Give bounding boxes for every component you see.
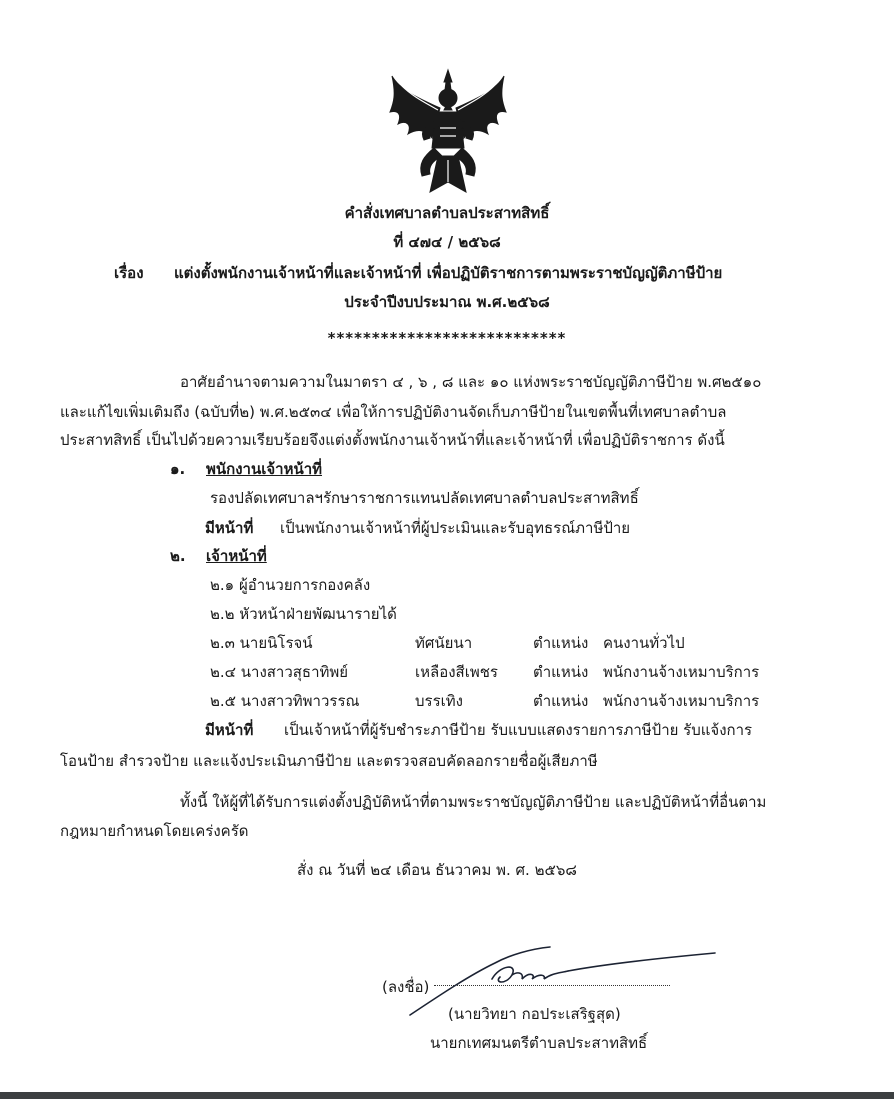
- staff-name: ๒.๓ นายนิโรจน์: [210, 634, 313, 652]
- section-1-heading: พนักงานเจ้าหน้าที่: [206, 460, 323, 478]
- sign-label: (ลงชื่อ): [382, 978, 430, 996]
- staff-surname: ทัศนัยนา: [415, 634, 473, 652]
- staff-position: พนักงานจ้างเหมาบริการ: [603, 663, 760, 681]
- intro-line-1: อาศัยอำนาจตามความในมาตรา ๔ , ๖ , ๘ และ ๑๐ แห่งพระราชบัญญัติภาษีป้าย พ.ศ๒๕๑๐: [180, 373, 762, 391]
- closing-line-2: กฎหมายกำหนดโดยเคร่งครัด: [60, 822, 249, 840]
- intro-line-3: ประสาทสิทธิ์ เป็นไปด้วยความเรียบร้อยจึงแต่งตั้งพนักงานเจ้าหน้าที่และเจ้าหน้าที่ เพื่อปฏิบัติราชการ ดังนี้: [60, 431, 725, 449]
- section-2-duty-line-2: โอนป้าย สำรวจป้าย และแจ้งประเมินภาษีป้าย และตรวจสอบคัดลอกรายชื่อผู้เสียภาษี: [60, 752, 598, 770]
- intro-line-2: และแก้ไขเพิ่มเติมถึง (ฉบับที่๒) พ.ศ.๒๕๓๔ เพื่อให้การปฏิบัติงานจัดเก็บภาษีป้ายในเขตพื้นที่เทศบาลตำบล: [60, 403, 727, 421]
- separator: ***************************: [327, 329, 567, 347]
- subject-text: แต่งตั้งพนักงานเจ้าหน้าที่และเจ้าหน้าที่ เพื่อปฏิบัติราชการตามพระราชบัญญัติภาษีป้าย: [174, 264, 723, 282]
- window-bottom-bar: [0, 1092, 894, 1099]
- staff-surname: บรรเทิง: [415, 692, 463, 710]
- section-1-duty-label: มีหน้าที่: [205, 519, 254, 537]
- staff-name: ๒.๒ หัวหน้าฝ่ายพัฒนารายได้: [210, 605, 397, 623]
- subject-label: เรื่อง: [114, 264, 144, 282]
- staff-name: ๒.๔ นางสาวสุธาทิพย์: [210, 663, 349, 681]
- staff-name: ๒.๑ ผู้อำนวยการกองคลัง: [210, 576, 371, 594]
- order-date: สั่ง ณ วันที่ ๒๔ เดือน ธันวาคม พ. ศ. ๒๕๖๘: [297, 861, 577, 879]
- garuda-emblem-icon: [388, 68, 508, 198]
- closing-line-1: ทั้งนี้ ให้ผู้ที่ได้รับการแต่งตั้งปฏิบัติหน้าที่ตามพระราชบัญญัติภาษีป้าย และปฏิบัติหน้าที่อื่นตาม: [180, 793, 767, 811]
- signer-name: (นายวิทยา กอประเสริฐสุด): [448, 1005, 621, 1023]
- staff-name: ๒.๕ นางสาวทิพาวรรณ: [210, 692, 360, 710]
- staff-surname: เหลืองสีเพชร: [415, 663, 498, 681]
- section-1-person: รองปลัดเทศบาลฯรักษาราชการแทนปลัดเทศบาลตำบลประสาทสิทธิ์: [210, 489, 639, 507]
- section-2-duty-label: มีหน้าที่: [205, 721, 254, 739]
- order-number: ที่ ๔๗๔ / ๒๕๖๘: [393, 233, 501, 251]
- staff-position: พนักงานจ้างเหมาบริการ: [603, 692, 760, 710]
- section-2-number: ๒.: [170, 547, 186, 565]
- signer-title: นายกเทศมนตรีตำบลประสาทสิทธิ์: [430, 1034, 648, 1052]
- staff-position-label: ตำแหน่ง: [533, 692, 589, 710]
- section-2-duty-line-1: เป็นเจ้าหน้าที่ผู้รับชำระภาษีป้าย รับแบบแสดงรายการภาษีป้าย รับแจ้งการ: [284, 721, 753, 739]
- staff-position-label: ตำแหน่ง: [533, 663, 589, 681]
- staff-position: คนงานทั่วไป: [603, 634, 685, 652]
- section-1-duty: เป็นพนักงานเจ้าหน้าที่ผู้ประเมินและรับอุทธรณ์ภาษีป้าย: [280, 519, 631, 537]
- fiscal-year: ประจำปีงบประมาณ พ.ศ.๒๕๖๘: [344, 293, 550, 311]
- order-title: คำสั่งเทศบาลตำบลประสาทสิทธิ์: [344, 204, 550, 222]
- section-2-heading: เจ้าหน้าที่: [206, 547, 267, 565]
- staff-position-label: ตำแหน่ง: [533, 634, 589, 652]
- section-1-number: ๑.: [170, 460, 186, 478]
